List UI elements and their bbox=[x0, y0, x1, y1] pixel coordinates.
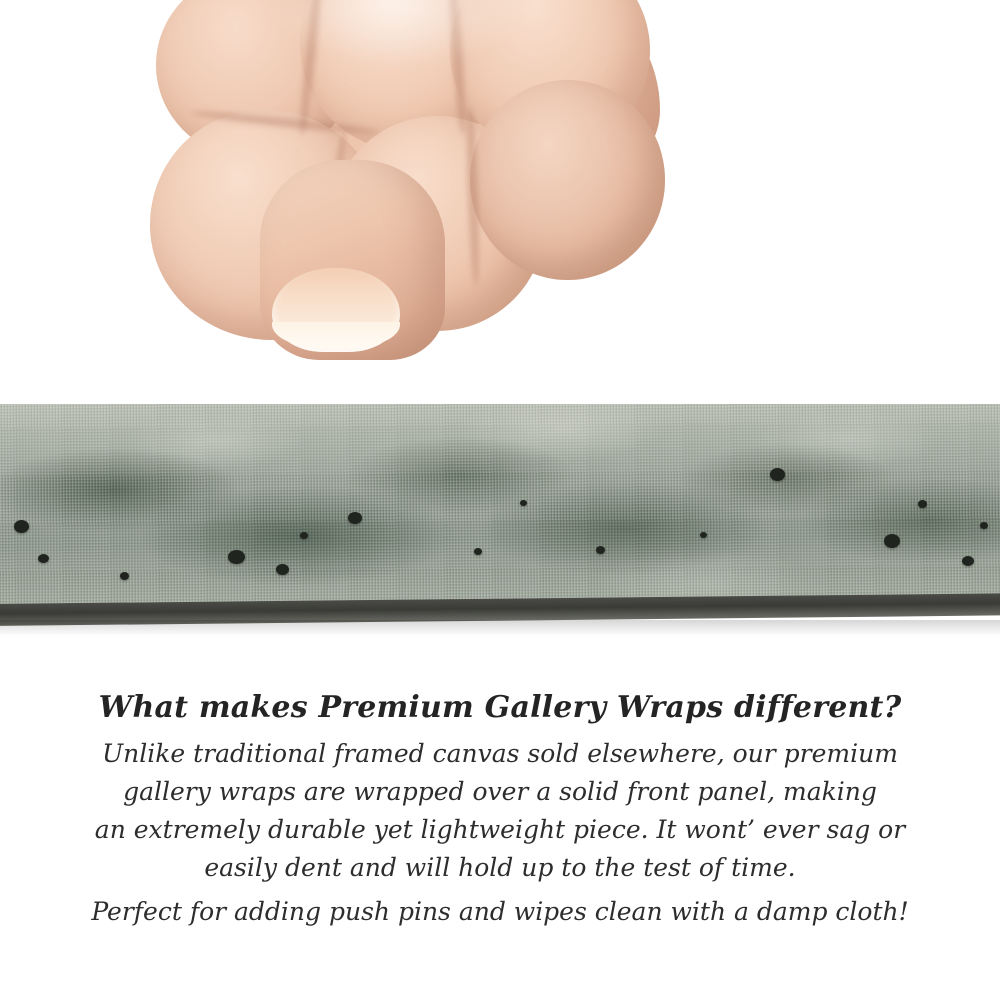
canvas-speck bbox=[228, 550, 245, 564]
finger-three bbox=[470, 80, 665, 280]
canvas-speck bbox=[38, 554, 49, 563]
caption-title: What makes Premium Gallery Wraps different? bbox=[98, 690, 902, 725]
canvas-speck bbox=[276, 564, 289, 575]
hand-illustration bbox=[120, 0, 680, 430]
canvas-speck bbox=[14, 520, 29, 533]
caption-line-1: Unlike traditional framed canvas sold elsewhere, our premium bbox=[102, 739, 898, 768]
canvas-speck bbox=[120, 572, 129, 580]
canvas-speck bbox=[474, 548, 482, 555]
canvas-speck bbox=[980, 522, 988, 529]
caption-line-5: Perfect for adding push pins and wipes clean with a damp cloth! bbox=[91, 897, 909, 926]
canvas-drop-shadow bbox=[0, 620, 1000, 636]
canvas-speck bbox=[520, 500, 527, 506]
canvas-edge-strip bbox=[0, 404, 1000, 630]
canvas-speck bbox=[884, 534, 900, 548]
canvas-speck bbox=[962, 556, 974, 566]
canvas-weave-texture bbox=[0, 404, 1000, 622]
canvas-speck bbox=[770, 468, 785, 481]
canvas-speck bbox=[348, 512, 362, 524]
caption-line-4: easily dent and will hold up to the test of time. bbox=[204, 853, 796, 882]
canvas-speck bbox=[596, 546, 605, 554]
canvas-speck bbox=[918, 500, 927, 508]
canvas-speck bbox=[300, 532, 308, 539]
canvas-speck bbox=[700, 532, 707, 538]
caption-block bbox=[0, 690, 1000, 931]
caption-line-2: gallery wraps are wrapped over a solid front panel, making bbox=[123, 777, 877, 806]
caption-line-3: an extremely durable yet lightweight piece. It wont’ ever sag or bbox=[94, 815, 906, 844]
